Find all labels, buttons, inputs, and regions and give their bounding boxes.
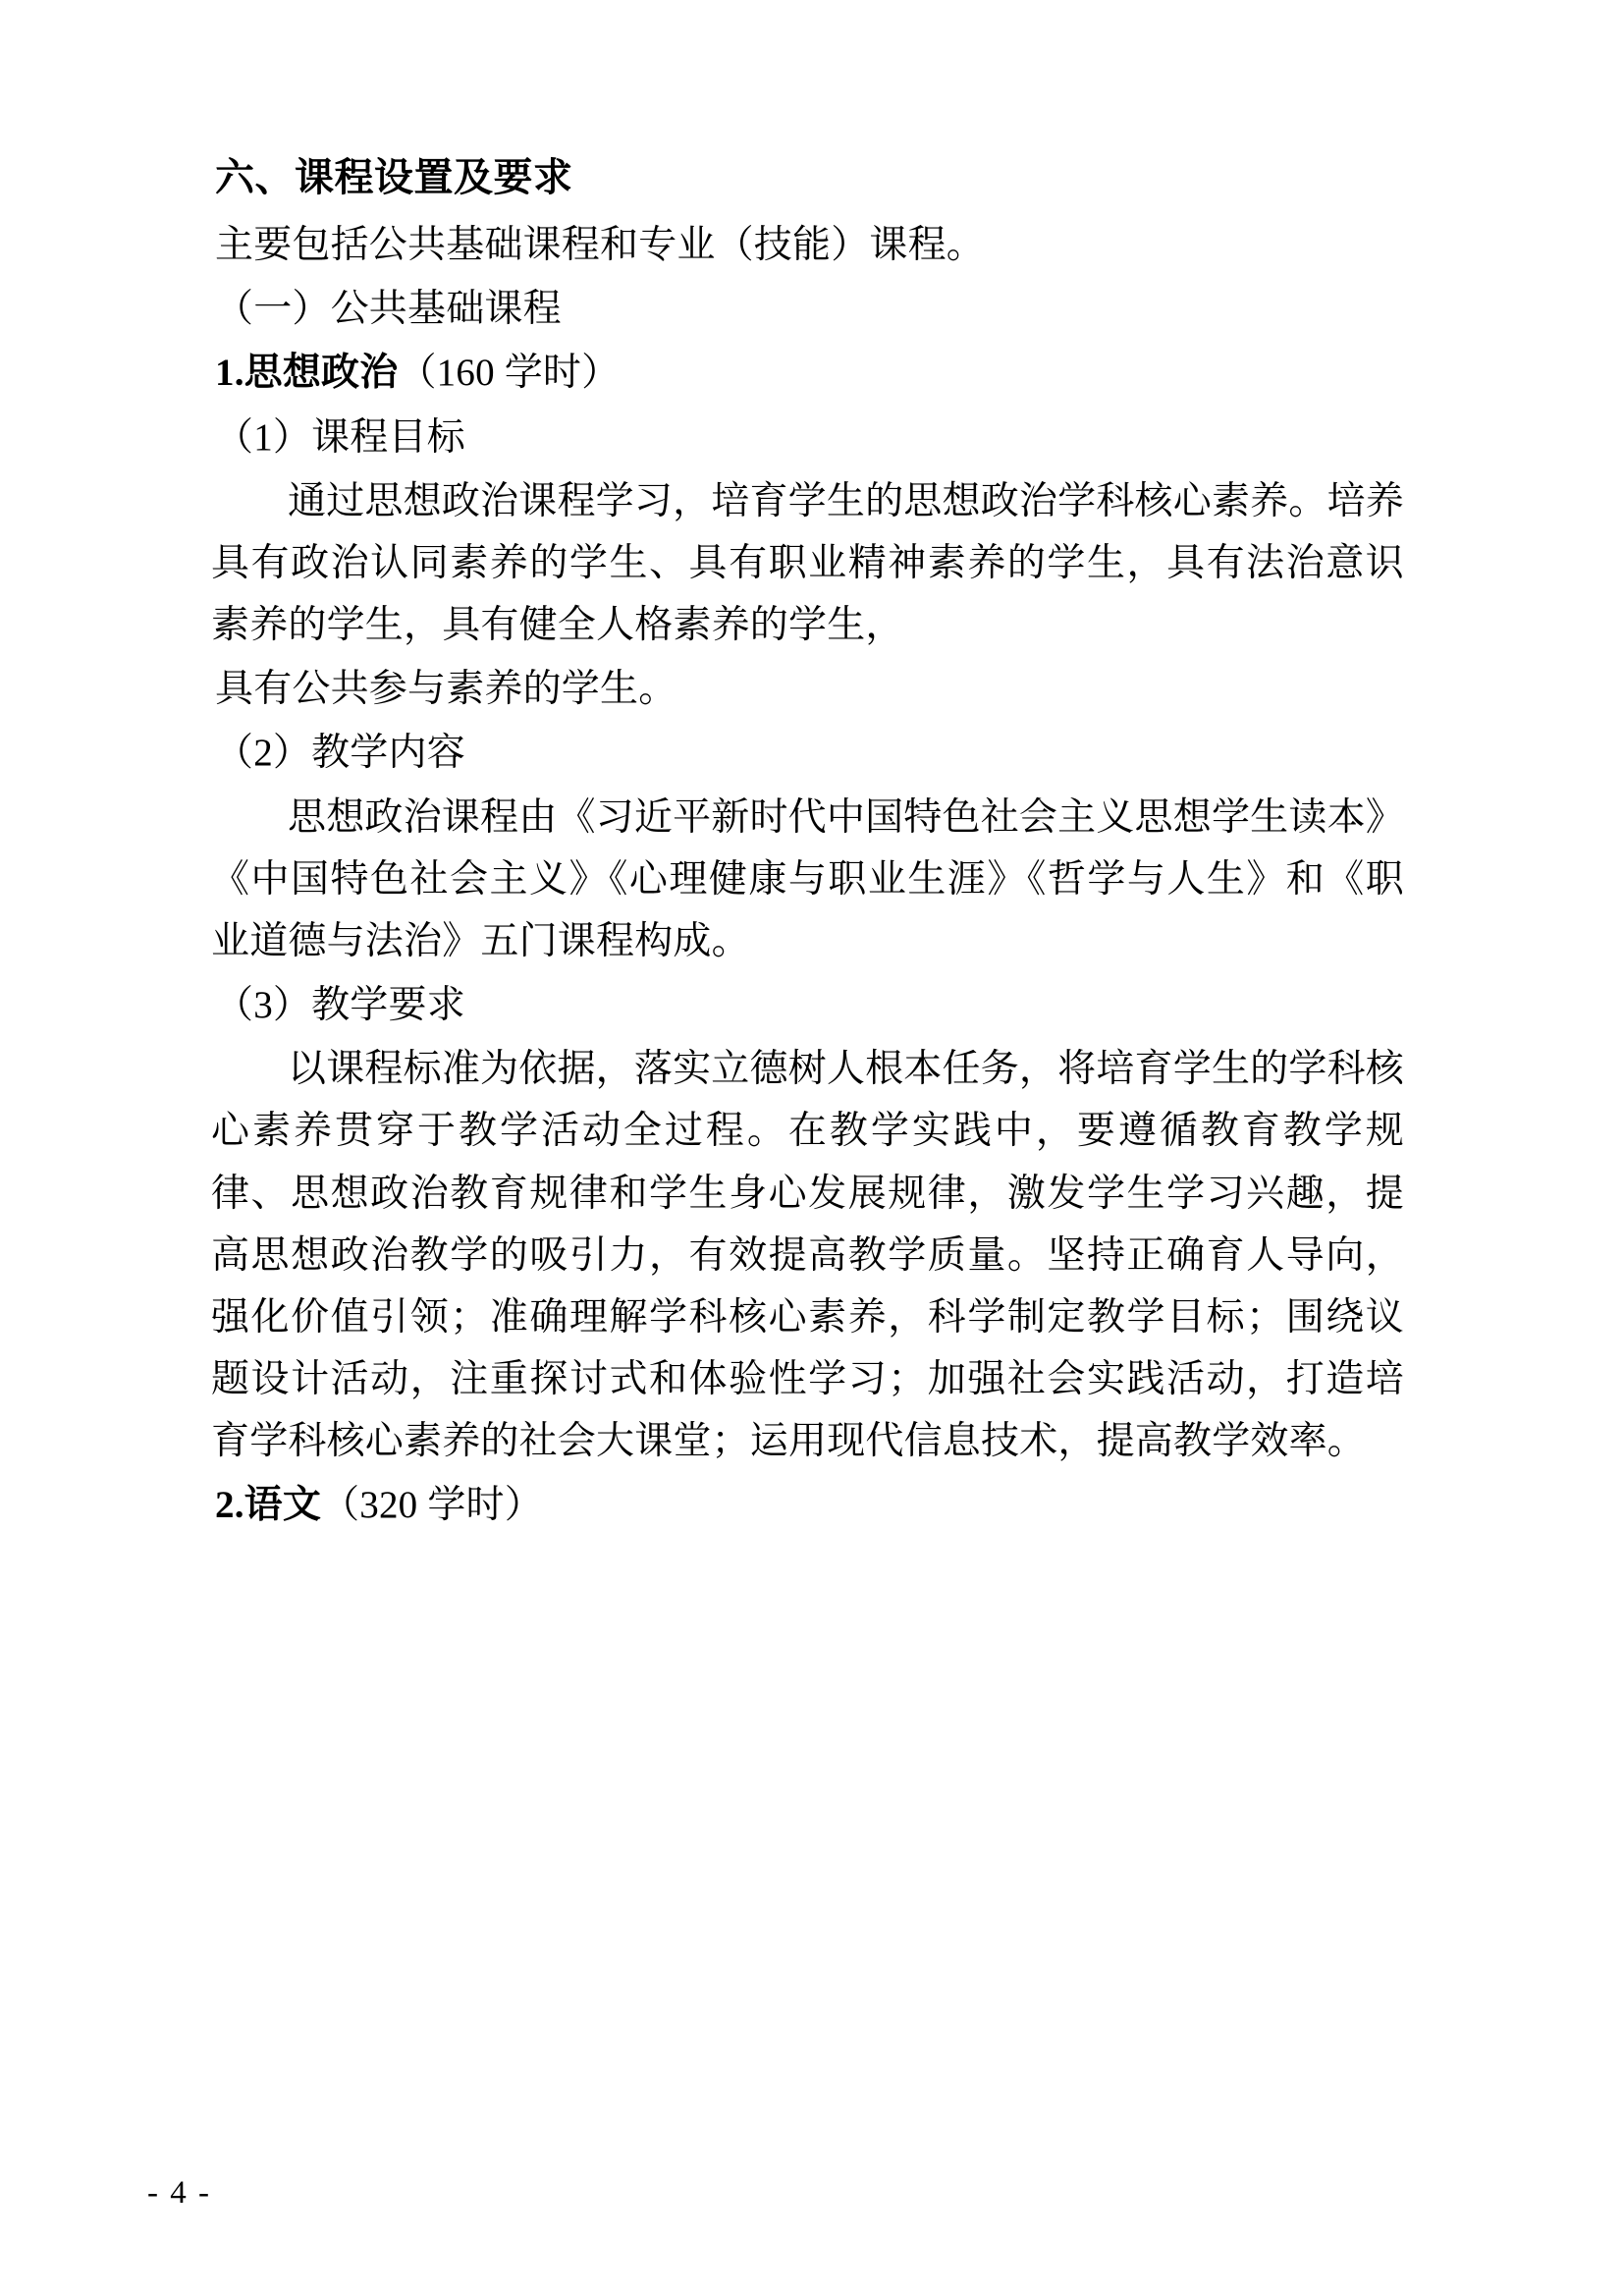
course-2-title [211, 1474, 1404, 1536]
course-1-item-1-body: 通过思想政治课程学习，培育学生的思想政治学科核心素养。培养具有政治认同素养的学生、具有职业精神素养的学生，具有法治意识素养的学生，具有健全人格素养的学生， [211, 479, 1404, 647]
course-2-hours: （320 学时） [321, 1484, 543, 1527]
course-1-item-2-body: 思想政治课程由《习近平新时代中国特色社会主义思想学生读本》《中国特色社会主义》《心理健康与职业生涯》《哲学与人生》和《职业道德与法治》五门课程构成。 [211, 795, 1404, 962]
course-2-name: 语文 [243, 1484, 322, 1527]
subsection-heading: （一）公共基础课程 [215, 288, 562, 331]
course-1-name: 思想政治 [243, 352, 399, 395]
page-number: - 4 - [147, 2175, 211, 2211]
intro-paragraph: 主要包括公共基础课程和专业（技能）课程。 [215, 224, 986, 266]
course-1-item-2-title: （2）教学内容 [215, 732, 465, 775]
course-1-item-3-title: （3）教学要求 [215, 984, 465, 1027]
course-1-hours: （160 学时） [398, 352, 621, 395]
course-1-number: 1. [215, 352, 244, 395]
course-1-title [211, 342, 1404, 404]
section-heading: 六、课程设置及要求 [215, 155, 573, 199]
course-1-item-1-body-continued: 具有公共参与素养的学生。 [215, 668, 677, 711]
course-2-number: 2. [215, 1484, 244, 1527]
document-body [211, 147, 1404, 1537]
course-1-item-1-title: （1）课程目标 [215, 415, 465, 459]
course-1-item-3-body: 以课程标准为依据，落实立德树人根本任务，将培育学生的学科核心素养贯穿于教学活动全过程。在教学实践中，要遵循教育教学规律、思想政治教育规律和学生身心发展规律，激发学生学习兴趣，提高思想政治教学的吸引力，有效提高教学质量。坚持正确育人导向，强化价值引领；准确理解学科核心素养，科学制定教学目标；围绕议题设计活动，注重探讨式和体验性学习；加强社会实践活动，打造培育学科核心素养的社会大课堂；运用现代信息技术，提高教学效率。 [211, 1048, 1404, 1463]
